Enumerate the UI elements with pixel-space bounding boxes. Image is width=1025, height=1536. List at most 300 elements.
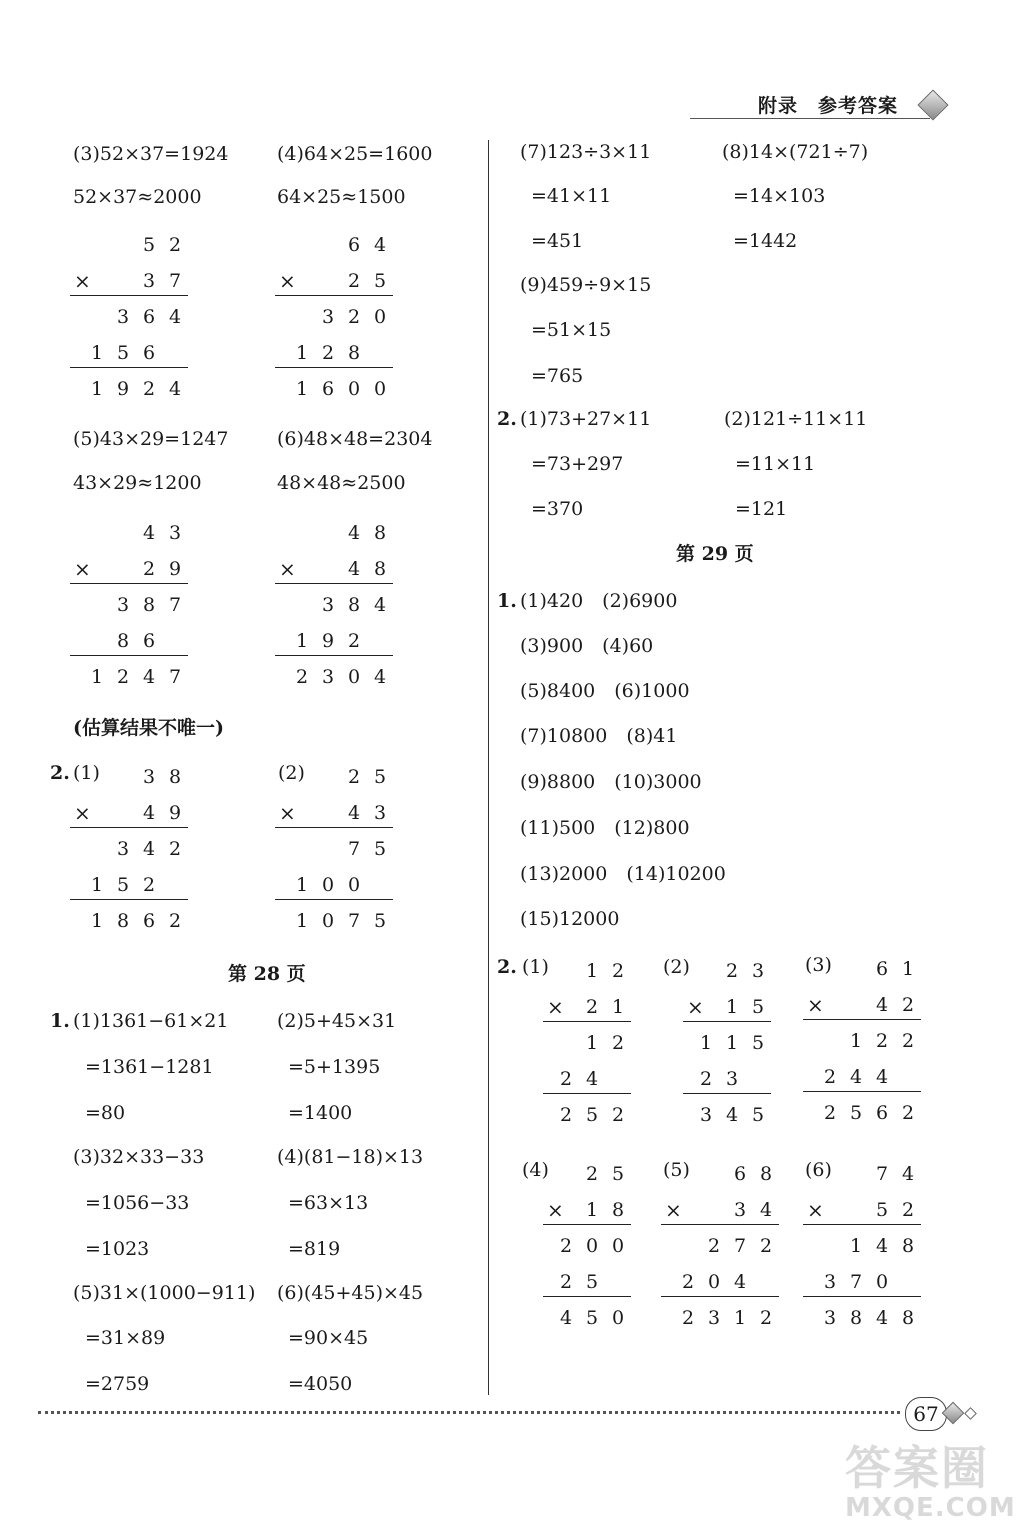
vm-row <box>275 524 393 543</box>
times-sign: × <box>687 995 704 1019</box>
vm-digit: 4 <box>901 1163 915 1185</box>
vm-digit: 5 <box>751 1032 765 1054</box>
vm-digit: 2 <box>901 1030 915 1052</box>
vm-digit: 7 <box>875 1163 889 1185</box>
p28-2b: =5+1395 <box>288 1056 381 1078</box>
vertical-mult-38x49 <box>70 768 188 938</box>
vm-digit: 3 <box>823 1307 837 1329</box>
vm-row <box>803 1237 921 1256</box>
vm-digit: 2 <box>347 270 361 292</box>
vm-digit: 2 <box>559 1271 573 1293</box>
vm-digit: 5 <box>116 874 130 896</box>
vm-digit: 4 <box>725 1104 739 1126</box>
vm-digit: 3 <box>707 1307 721 1329</box>
vm-digit: 5 <box>751 996 765 1018</box>
vm-digit <box>367 876 393 895</box>
vm-digit: 7 <box>849 1271 863 1293</box>
vm-digit: 3 <box>116 306 130 328</box>
vm-digit: 2 <box>725 960 739 982</box>
vm-digit: 1 <box>733 1307 747 1329</box>
vm-rule <box>275 827 393 828</box>
left-q5-head: (5)43×29=1247 <box>73 428 229 450</box>
vm-digit: 9 <box>168 802 182 824</box>
vm-digit: 2 <box>875 1030 889 1052</box>
right-q8c: =1442 <box>733 230 798 252</box>
vm-digit: 2 <box>759 1307 773 1329</box>
vm-digit: 1 <box>295 874 309 896</box>
column-divider <box>488 140 489 1395</box>
vm-digit: 1 <box>585 1032 599 1054</box>
vm-row <box>275 632 393 651</box>
vm-digit: 0 <box>585 1235 599 1257</box>
vm-digit: 3 <box>699 1104 713 1126</box>
vm-row <box>661 1165 779 1184</box>
vm-digit: 0 <box>373 306 387 328</box>
vm-digit: 4 <box>168 378 182 400</box>
times-sign: × <box>279 801 296 825</box>
page29-title: 第 29 页 <box>676 543 754 565</box>
vm-digit: 2 <box>168 234 182 256</box>
p29-label-1: (1) <box>522 956 549 978</box>
footer-dotted-rule <box>38 1411 900 1414</box>
vm-rule <box>803 1091 921 1092</box>
vm-row <box>70 668 188 687</box>
vm-digit: 3 <box>321 594 335 616</box>
vm-row <box>275 876 393 895</box>
p29-label-2: (2) <box>663 956 690 978</box>
vm-digit: 1 <box>699 1032 713 1054</box>
right-q9b: =51×15 <box>531 319 612 341</box>
times-sign: × <box>547 995 564 1019</box>
vm-rule <box>543 1021 631 1022</box>
vm-row <box>275 668 393 687</box>
vm-digit: 2 <box>611 1104 625 1126</box>
vm-digit: 9 <box>116 378 130 400</box>
vm-rule <box>661 1224 779 1225</box>
vm-digit: 8 <box>901 1235 915 1257</box>
p28-6c: =4050 <box>288 1373 353 1395</box>
p28-1a: (1)1361−61×21 <box>73 1010 229 1032</box>
p29-answer-row: (7)10800 (8)41 <box>520 725 678 747</box>
vm-digit: 6 <box>142 630 156 652</box>
times-sign: × <box>547 1198 564 1222</box>
vm-digit: 2 <box>901 994 915 1016</box>
vm-digit: 4 <box>142 522 156 544</box>
vm-digit: 8 <box>116 630 130 652</box>
vm-digit: 1 <box>90 666 104 688</box>
vm-digit <box>367 632 393 651</box>
watermark-text: 答案圈 <box>845 1441 989 1495</box>
vm-rule <box>543 1296 631 1297</box>
vm-digit: 2 <box>611 1032 625 1054</box>
vm-digit: 2 <box>168 838 182 860</box>
vm-digit: 3 <box>142 270 156 292</box>
vm-digit <box>745 1070 771 1089</box>
vm-digit: 1 <box>611 996 625 1018</box>
vm-rule <box>275 367 393 368</box>
vm-digit: 2 <box>823 1102 837 1124</box>
vm-digit: 1 <box>90 874 104 896</box>
vm-digit: 3 <box>725 1068 739 1090</box>
vm-digit: 6 <box>733 1163 747 1185</box>
vm-digit: 1 <box>901 958 915 980</box>
right-q9a: (9)459÷9×15 <box>520 274 652 296</box>
vm-digit: 1 <box>849 1235 863 1257</box>
vm-digit: 0 <box>611 1235 625 1257</box>
vm-digit: 7 <box>168 666 182 688</box>
vm-row <box>70 632 188 651</box>
left-q2-num: 2. <box>50 762 70 784</box>
vm-digit: 0 <box>373 378 387 400</box>
vm-rule <box>275 655 393 656</box>
vertical-mult-12x21 <box>543 962 631 1132</box>
vm-row <box>70 308 188 327</box>
vm-digit: 3 <box>751 960 765 982</box>
p28-num: 1. <box>50 1010 70 1032</box>
vm-digit: 3 <box>321 666 335 688</box>
header-title: 附录 参考答案 <box>758 95 899 117</box>
vm-digit: 4 <box>875 1307 889 1329</box>
p28-5c: =2759 <box>85 1373 150 1395</box>
p28-4b: =63×13 <box>288 1192 369 1214</box>
header-rule <box>690 118 930 119</box>
vm-row <box>543 1237 631 1256</box>
times-sign: × <box>807 993 824 1017</box>
vm-row <box>275 840 393 859</box>
times-sign: × <box>74 801 91 825</box>
vm-digit: 4 <box>347 802 361 824</box>
vm-digit: 2 <box>759 1235 773 1257</box>
vm-digit: 7 <box>347 910 361 932</box>
vm-digit: 6 <box>875 1102 889 1124</box>
vm-row <box>70 768 188 787</box>
vm-digit: 2 <box>901 1199 915 1221</box>
p29-label-3: (3) <box>805 954 832 976</box>
left-q3-est: 52×37≈2000 <box>73 186 202 208</box>
vm-digit: 1 <box>295 630 309 652</box>
vm-digit: 4 <box>168 306 182 328</box>
vm-digit: 4 <box>142 802 156 824</box>
vm-digit: 2 <box>321 342 335 364</box>
vm-digit <box>162 876 188 895</box>
vm-digit: 5 <box>373 910 387 932</box>
vm-digit: 4 <box>347 522 361 544</box>
vm-rule <box>275 295 393 296</box>
vm-row <box>275 912 393 931</box>
page28-title: 第 28 页 <box>228 963 306 985</box>
vm-digit: 3 <box>823 1271 837 1293</box>
vm-digit: 1 <box>295 378 309 400</box>
header-diamond-icon <box>917 89 948 120</box>
left-q2b-label: (2) <box>278 762 305 784</box>
vm-digit: 4 <box>347 558 361 580</box>
vm-digit: 2 <box>823 1066 837 1088</box>
right-q2-2a: (2)121÷11×11 <box>724 408 868 430</box>
vm-digit: 2 <box>901 1102 915 1124</box>
vm-digit: 0 <box>875 1271 889 1293</box>
vertical-mult-64x25 <box>275 236 393 406</box>
vm-digit <box>605 1070 631 1089</box>
p28-2a: (2)5+45×31 <box>277 1010 397 1032</box>
vm-digit: 8 <box>759 1163 773 1185</box>
p28-3a: (3)32×33−33 <box>73 1146 205 1168</box>
vm-digit: 2 <box>681 1271 695 1293</box>
left-q5-est: 43×29≈1200 <box>73 472 202 494</box>
vm-digit: 5 <box>849 1102 863 1124</box>
vm-digit: 8 <box>168 766 182 788</box>
vm-digit: 0 <box>347 378 361 400</box>
vm-rule <box>803 1019 921 1020</box>
vm-row <box>683 962 771 981</box>
vm-row <box>275 380 393 399</box>
vm-row <box>661 1309 779 1328</box>
vm-digit: 2 <box>347 766 361 788</box>
vm-digit: 8 <box>116 910 130 932</box>
vertical-mult-23x15 <box>683 962 771 1132</box>
right-q2-1c: =370 <box>531 498 584 520</box>
vm-row <box>70 596 188 615</box>
vm-digit: 2 <box>347 630 361 652</box>
vm-digit: 5 <box>875 1199 889 1221</box>
vm-rule <box>70 899 188 900</box>
times-sign: × <box>665 1198 682 1222</box>
vm-digit: 2 <box>168 910 182 932</box>
right-q7b: =41×11 <box>531 185 612 207</box>
page-number: 67 <box>905 1397 947 1431</box>
vm-row <box>661 1237 779 1256</box>
vm-digit: 7 <box>168 594 182 616</box>
vm-digit: 2 <box>142 378 156 400</box>
vm-digit: 1 <box>849 1030 863 1052</box>
p28-2c: =1400 <box>288 1102 353 1124</box>
vm-digit: 5 <box>611 1163 625 1185</box>
vm-digit: 2 <box>559 1068 573 1090</box>
vm-digit: 3 <box>373 802 387 824</box>
vm-digit: 8 <box>373 558 387 580</box>
vm-digit: 5 <box>585 1271 599 1293</box>
p29-label-5: (5) <box>663 1159 690 1181</box>
left-q6-head: (6)48×48=2304 <box>277 428 433 450</box>
vm-digit: 5 <box>116 342 130 364</box>
vm-digit: 4 <box>875 1066 889 1088</box>
vm-digit: 3 <box>116 594 130 616</box>
vm-row <box>683 1070 771 1089</box>
p29-answer-row: (11)500 (12)800 <box>520 817 690 839</box>
vm-row <box>275 596 393 615</box>
vm-digit: 1 <box>295 342 309 364</box>
vm-digit: 2 <box>142 558 156 580</box>
vm-rule <box>70 827 188 828</box>
vm-digit: 4 <box>142 666 156 688</box>
vm-digit: 1 <box>725 996 739 1018</box>
p29-label-6: (6) <box>805 1159 832 1181</box>
vm-digit: 1 <box>90 378 104 400</box>
vm-digit: 3 <box>116 838 130 860</box>
vm-digit: 4 <box>373 234 387 256</box>
vm-digit: 1 <box>585 1199 599 1221</box>
vm-digit: 5 <box>142 234 156 256</box>
watermark-logo <box>845 1441 1016 1525</box>
vm-digit: 8 <box>849 1307 863 1329</box>
vm-digit <box>162 344 188 363</box>
vm-digit: 3 <box>733 1199 747 1221</box>
p29-answer-row: (5)8400 (6)1000 <box>520 680 690 702</box>
p29-answer-row: (1)420 (2)6900 <box>520 590 678 612</box>
vm-digit <box>753 1273 779 1292</box>
vm-digit: 0 <box>321 910 335 932</box>
p28-4a: (4)(81−18)×13 <box>277 1146 424 1168</box>
p29-answer-row: (13)2000 (14)10200 <box>520 863 726 885</box>
vm-row <box>803 1309 921 1328</box>
times-sign: × <box>807 1198 824 1222</box>
left-note: (估算结果不唯一) <box>73 717 224 739</box>
p28-6b: =90×45 <box>288 1327 369 1349</box>
right-q2-2c: =121 <box>735 498 788 520</box>
left-q4-est: 64×25≈1500 <box>277 186 406 208</box>
vm-row <box>70 840 188 859</box>
vertical-mult-48x48 <box>275 524 393 694</box>
vm-digit: 0 <box>347 874 361 896</box>
vm-digit: 2 <box>142 874 156 896</box>
watermark-url: MXQE.COM <box>845 1493 1016 1523</box>
vm-digit: 0 <box>611 1307 625 1329</box>
vm-digit: 2 <box>699 1068 713 1090</box>
vm-rule <box>683 1021 771 1022</box>
vm-digit: 2 <box>347 306 361 328</box>
vm-digit: 1 <box>90 910 104 932</box>
vm-digit: 1 <box>725 1032 739 1054</box>
vm-row <box>683 1034 771 1053</box>
vm-digit: 2 <box>707 1235 721 1257</box>
right-q7a: (7)123÷3×11 <box>520 141 652 163</box>
vm-row <box>275 344 393 363</box>
vm-digit: 8 <box>373 522 387 544</box>
vm-digit: 4 <box>875 1235 889 1257</box>
vm-digit: 4 <box>373 666 387 688</box>
vm-row <box>803 1104 921 1123</box>
p28-5b: =31×89 <box>85 1327 166 1349</box>
vm-row <box>803 1165 921 1184</box>
vm-digit: 5 <box>585 1104 599 1126</box>
p28-5a: (5)31×(1000−911) <box>73 1282 256 1304</box>
vm-rule <box>543 1093 631 1094</box>
vm-digit: 3 <box>321 306 335 328</box>
vm-digit: 8 <box>347 594 361 616</box>
vm-digit: 5 <box>373 270 387 292</box>
right-q2-1b: =73+297 <box>531 453 624 475</box>
vm-row <box>543 962 631 981</box>
vm-digit: 8 <box>611 1199 625 1221</box>
vm-digit: 1 <box>90 342 104 364</box>
vm-rule <box>661 1296 779 1297</box>
times-sign: × <box>279 269 296 293</box>
vm-digit: 4 <box>733 1271 747 1293</box>
right-q2-num: 2. <box>497 408 517 430</box>
vm-row <box>70 912 188 931</box>
vm-digit: 4 <box>373 594 387 616</box>
vm-digit: 2 <box>295 666 309 688</box>
vm-row <box>543 1273 631 1292</box>
vm-digit: 8 <box>901 1307 915 1329</box>
vm-digit: 4 <box>142 838 156 860</box>
vm-row <box>803 1273 921 1292</box>
vm-row <box>70 876 188 895</box>
vm-digit: 2 <box>559 1235 573 1257</box>
p28-3b: =1056−33 <box>85 1192 190 1214</box>
vm-rule <box>275 899 393 900</box>
right-q2-2b: =11×11 <box>735 453 816 475</box>
vm-rule <box>70 583 188 584</box>
vm-row <box>275 768 393 787</box>
vm-row <box>803 1068 921 1087</box>
vm-digit <box>162 632 188 651</box>
vm-digit: 3 <box>168 522 182 544</box>
vertical-mult-52x37 <box>70 236 188 406</box>
right-q8b: =14×103 <box>733 185 826 207</box>
vertical-mult-61x42 <box>803 960 921 1130</box>
vm-rule <box>275 583 393 584</box>
times-sign: × <box>74 269 91 293</box>
vm-row <box>70 380 188 399</box>
left-q3-head: (3)52×37=1924 <box>73 143 229 165</box>
vm-digit: 3 <box>142 766 156 788</box>
vm-digit: 7 <box>733 1235 747 1257</box>
right-q9c: =765 <box>531 365 584 387</box>
vm-digit: 4 <box>849 1066 863 1088</box>
vm-digit: 7 <box>168 270 182 292</box>
vm-row <box>661 1273 779 1292</box>
vm-digit: 4 <box>759 1199 773 1221</box>
vm-rule <box>70 295 188 296</box>
p29-num: 1. <box>497 590 517 612</box>
vm-digit: 5 <box>373 838 387 860</box>
vm-row <box>543 1034 631 1053</box>
vertical-mult-25x18 <box>543 1165 631 1335</box>
vm-rule <box>70 367 188 368</box>
p29-answer-row: (15)12000 <box>520 908 620 930</box>
vm-digit: 2 <box>585 996 599 1018</box>
p29-q2-num: 2. <box>497 956 517 978</box>
vm-digit: 6 <box>347 234 361 256</box>
vm-rule <box>70 655 188 656</box>
vm-row <box>803 960 921 979</box>
vm-row <box>275 308 393 327</box>
vm-digit: 1 <box>585 960 599 982</box>
vm-digit: 6 <box>875 958 889 980</box>
p28-4c: =819 <box>288 1238 341 1260</box>
vm-row <box>70 344 188 363</box>
vm-row <box>543 1106 631 1125</box>
vertical-mult-68x34 <box>661 1165 779 1335</box>
p28-3c: =1023 <box>85 1238 150 1260</box>
vm-rule <box>803 1224 921 1225</box>
vm-row <box>275 236 393 255</box>
vm-digit <box>895 1273 921 1292</box>
left-q2a-label: (1) <box>73 762 100 784</box>
vm-digit: 5 <box>751 1104 765 1126</box>
vm-rule <box>543 1224 631 1225</box>
vm-digit: 9 <box>168 558 182 580</box>
vm-digit: 5 <box>585 1307 599 1329</box>
right-q8a: (8)14×(721÷7) <box>722 141 869 163</box>
vm-digit: 6 <box>142 306 156 328</box>
vm-digit: 2 <box>611 960 625 982</box>
vm-row <box>543 1165 631 1184</box>
p28-6a: (6)(45+45)×45 <box>277 1282 424 1304</box>
vm-digit: 2 <box>585 1163 599 1185</box>
right-q2-1a: (1)73+27×11 <box>520 408 652 430</box>
vm-row <box>70 236 188 255</box>
